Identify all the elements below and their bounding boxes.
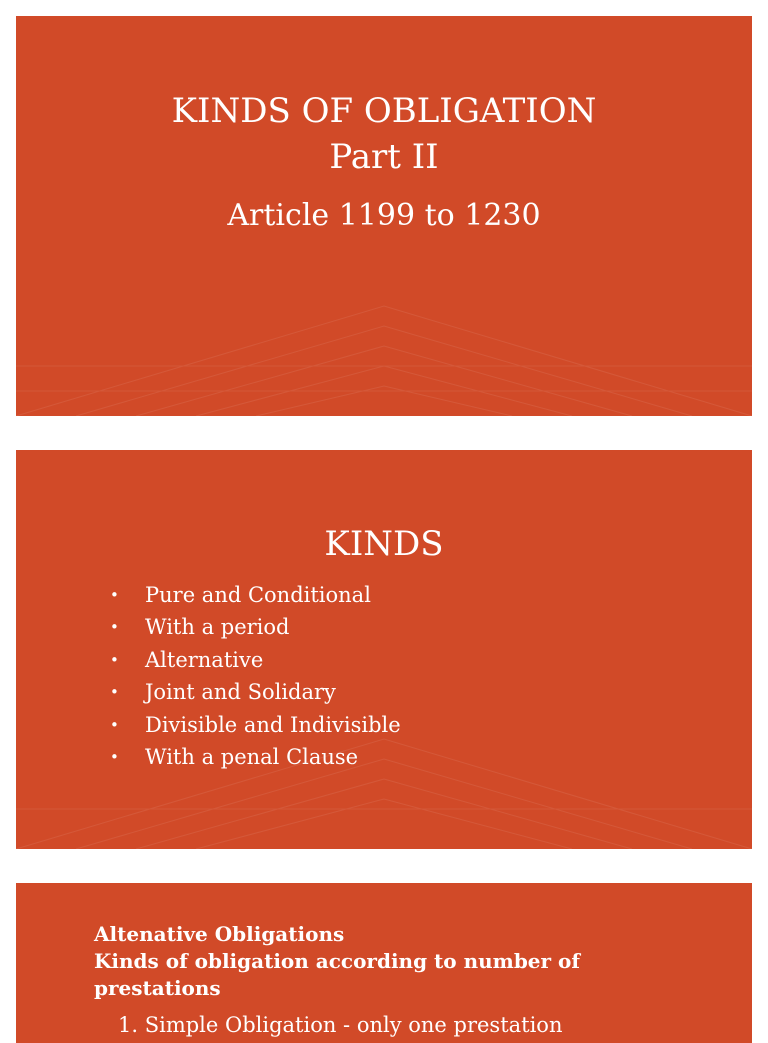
bullet-icon: • <box>110 650 119 669</box>
heading-line-1: Altenative Obligations <box>94 922 345 946</box>
presentation-subtitle: Article 1199 to 1230 <box>227 198 541 233</box>
list-item: 1. Simple Obligation - only one prestation <box>118 1013 563 1037</box>
list-item <box>110 611 401 643</box>
list-item-text: Pure and Conditional <box>145 583 371 607</box>
list-item-text: Alternative <box>145 647 264 672</box>
list-item <box>110 644 401 676</box>
presentation-title <box>16 88 752 180</box>
bullet-icon: • <box>110 715 119 734</box>
background-grid-pattern <box>16 246 752 416</box>
bullet-icon: • <box>110 683 119 702</box>
list-item <box>110 741 401 773</box>
slide-heading <box>94 921 654 1002</box>
bullet-icon: • <box>110 618 119 637</box>
heading-line-2: Kinds of obligation according to number of prestations <box>94 949 580 1000</box>
bullet-icon: • <box>110 586 119 604</box>
list-item-text: Divisible and Indivisible <box>145 712 401 737</box>
slide-title <box>16 16 752 416</box>
list-item-text: Joint and Solidary <box>145 680 336 705</box>
list-item <box>110 579 401 611</box>
kinds-bullet-list <box>110 579 401 773</box>
slide-kinds <box>16 450 752 849</box>
list-item-text: With a penal Clause <box>145 745 359 770</box>
list-item <box>110 709 401 741</box>
slide-heading: KINDS <box>324 524 444 564</box>
list-item-text: With a period <box>145 615 290 640</box>
bullet-icon: • <box>110 748 119 767</box>
list-item <box>110 676 401 708</box>
title-line-1: KINDS OF OBLIGATION <box>171 91 597 131</box>
title-line-2: Part II <box>329 137 439 177</box>
slide-alternative-obligations <box>16 883 752 1043</box>
